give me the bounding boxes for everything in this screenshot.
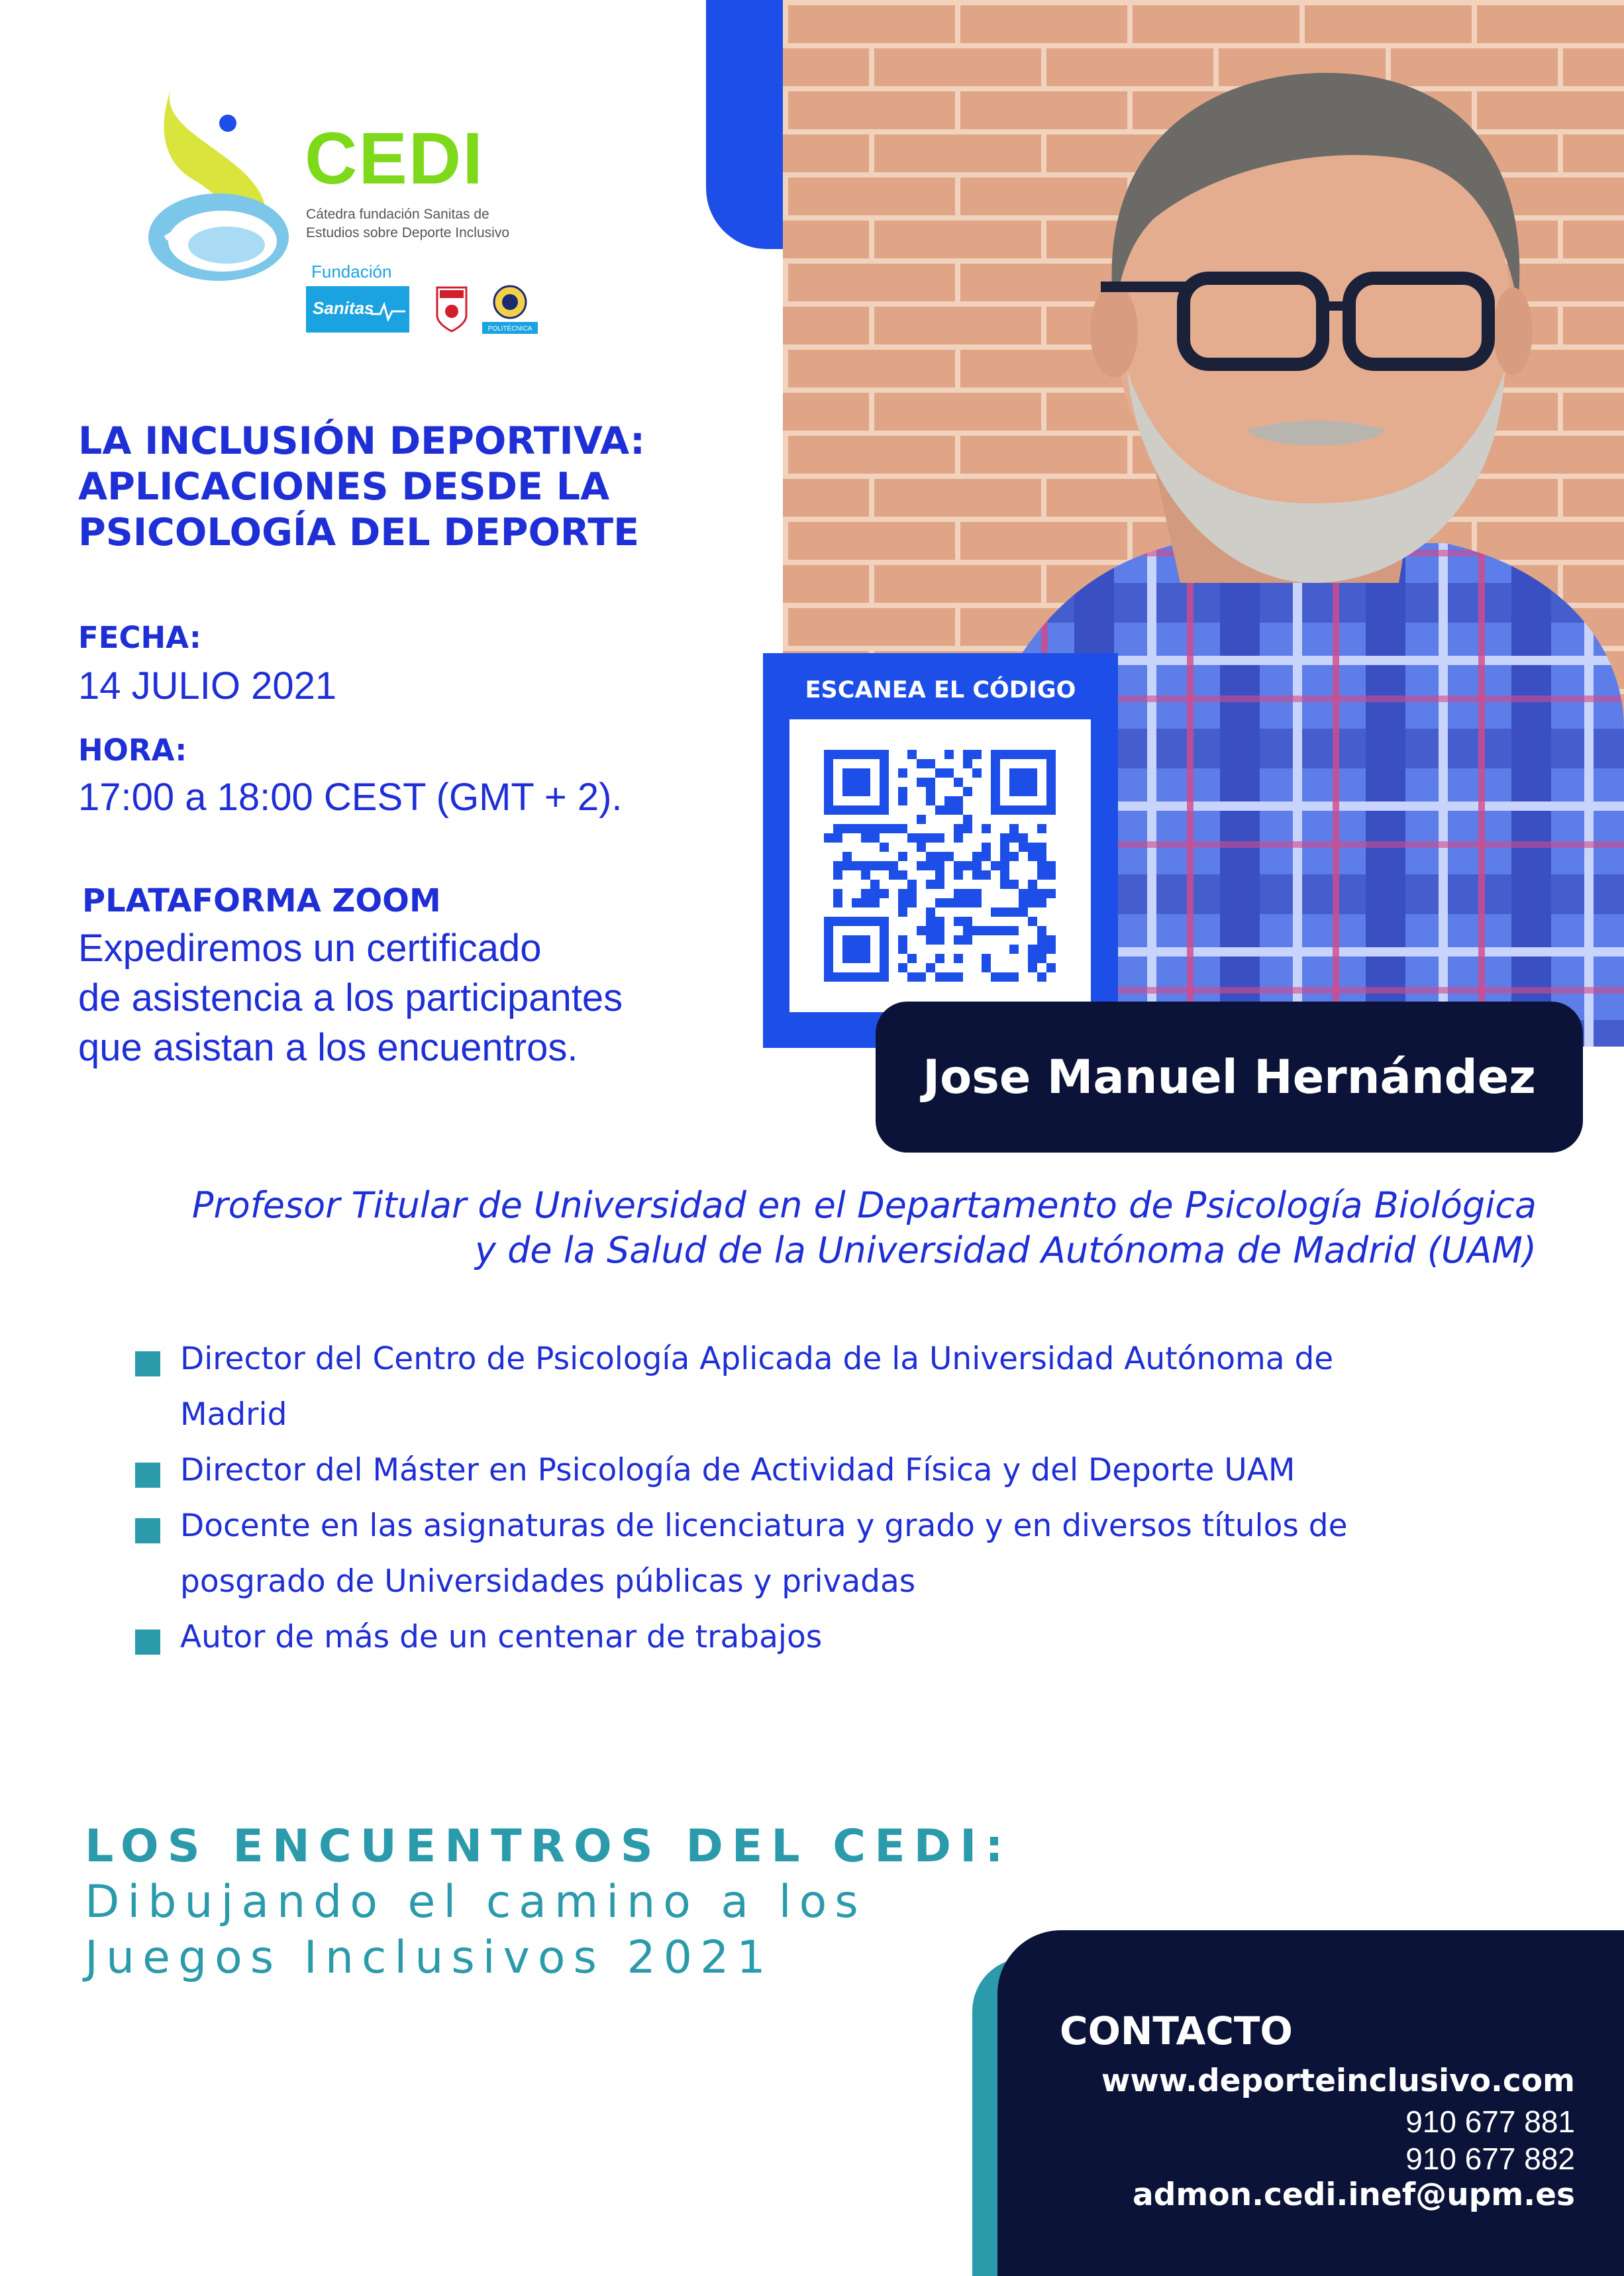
bullet-square-icon [135,1351,160,1376]
cedi-subtitle: Cátedra fundación Sanitas de Estudios sobre Deporte Inclusivo [306,207,509,241]
platform-label: PLATAFORMA ZOOM [82,882,441,919]
speaker-name: Jose Manuel Hernández [923,1050,1536,1104]
qr-code-icon [789,719,1091,1012]
series-subtitle-line2: Juegos Inclusivos 2021 [85,1932,774,1984]
time-label: HORA: [78,733,187,768]
list-item: Director del Máster en Psicología de Actividad Física y del Deporte UAM [135,1443,1446,1498]
qr-panel [763,653,1118,1048]
heartbeat-icon [371,302,405,322]
inef-crest-icon [436,286,468,333]
list-item: Docente en las asignaturas de licenciatura y grado y en diversos títulos de posgrado de Universidades públicas y privadas [135,1498,1446,1610]
speaker-bullet-list [135,1331,1446,1665]
website-link[interactable]: www.deporteinclusivo.com [1101,2063,1575,2099]
series-title: LOS ENCUENTROS DEL CEDI: [85,1820,1012,1873]
contact-heading: CONTACTO [1060,2008,1293,2053]
svg-text:POLITÉCNICA: POLITÉCNICA [487,325,533,333]
cedi-logo [139,79,563,344]
email-link[interactable]: admon.cedi.inef@upm.es [1133,2177,1575,2213]
fundacion-label: Fundación [311,262,392,282]
certificate-note: Expediremos un certificado de asistencia a los participantes que asistan a los encuentros. [78,927,623,1069]
bullet-square-icon [135,1463,160,1488]
list-item: Director del Centro de Psicología Aplicada de la Universidad Autónoma de Madrid [135,1331,1446,1443]
event-title: LA INCLUSIÓN DEPORTIVA: APLICACIONES DESDE LA PSICOLOGÍA DEL DEPORTE [78,419,645,554]
politecnica-crest-icon [480,284,540,335]
time-value: 17:00 a 18:00 CEST (GMT + 2). [78,776,623,819]
qr-label: ESCANEA EL CÓDIGO [805,677,1076,703]
bullet-square-icon [135,1629,160,1655]
date-value: 14 JULIO 2021 [78,664,337,707]
speaker-name-box [876,1002,1583,1153]
date-label: FECHA: [78,620,201,655]
cedi-brand: CEDI [305,118,484,199]
series-subtitle-line1: Dibujando el camino a los [85,1876,866,1928]
cedi-figure-icon [139,79,298,291]
phone-2[interactable]: 910 677 882 [1405,2142,1575,2176]
phone-1[interactable]: 910 677 881 [1405,2104,1575,2139]
list-item: Autor de más de un centenar de trabajos [135,1610,1446,1665]
qr-code[interactable] [789,719,1091,1012]
speaker-role: Profesor Titular de Universidad en el Departamento de Psicología Biológica y de la Salud de la Universidad Autónoma de Madrid (UAM) [191,1184,1537,1271]
sanitas-logo: Sanitas [306,286,409,333]
contact-panel [997,1930,1624,2276]
bullet-square-icon [135,1518,160,1543]
